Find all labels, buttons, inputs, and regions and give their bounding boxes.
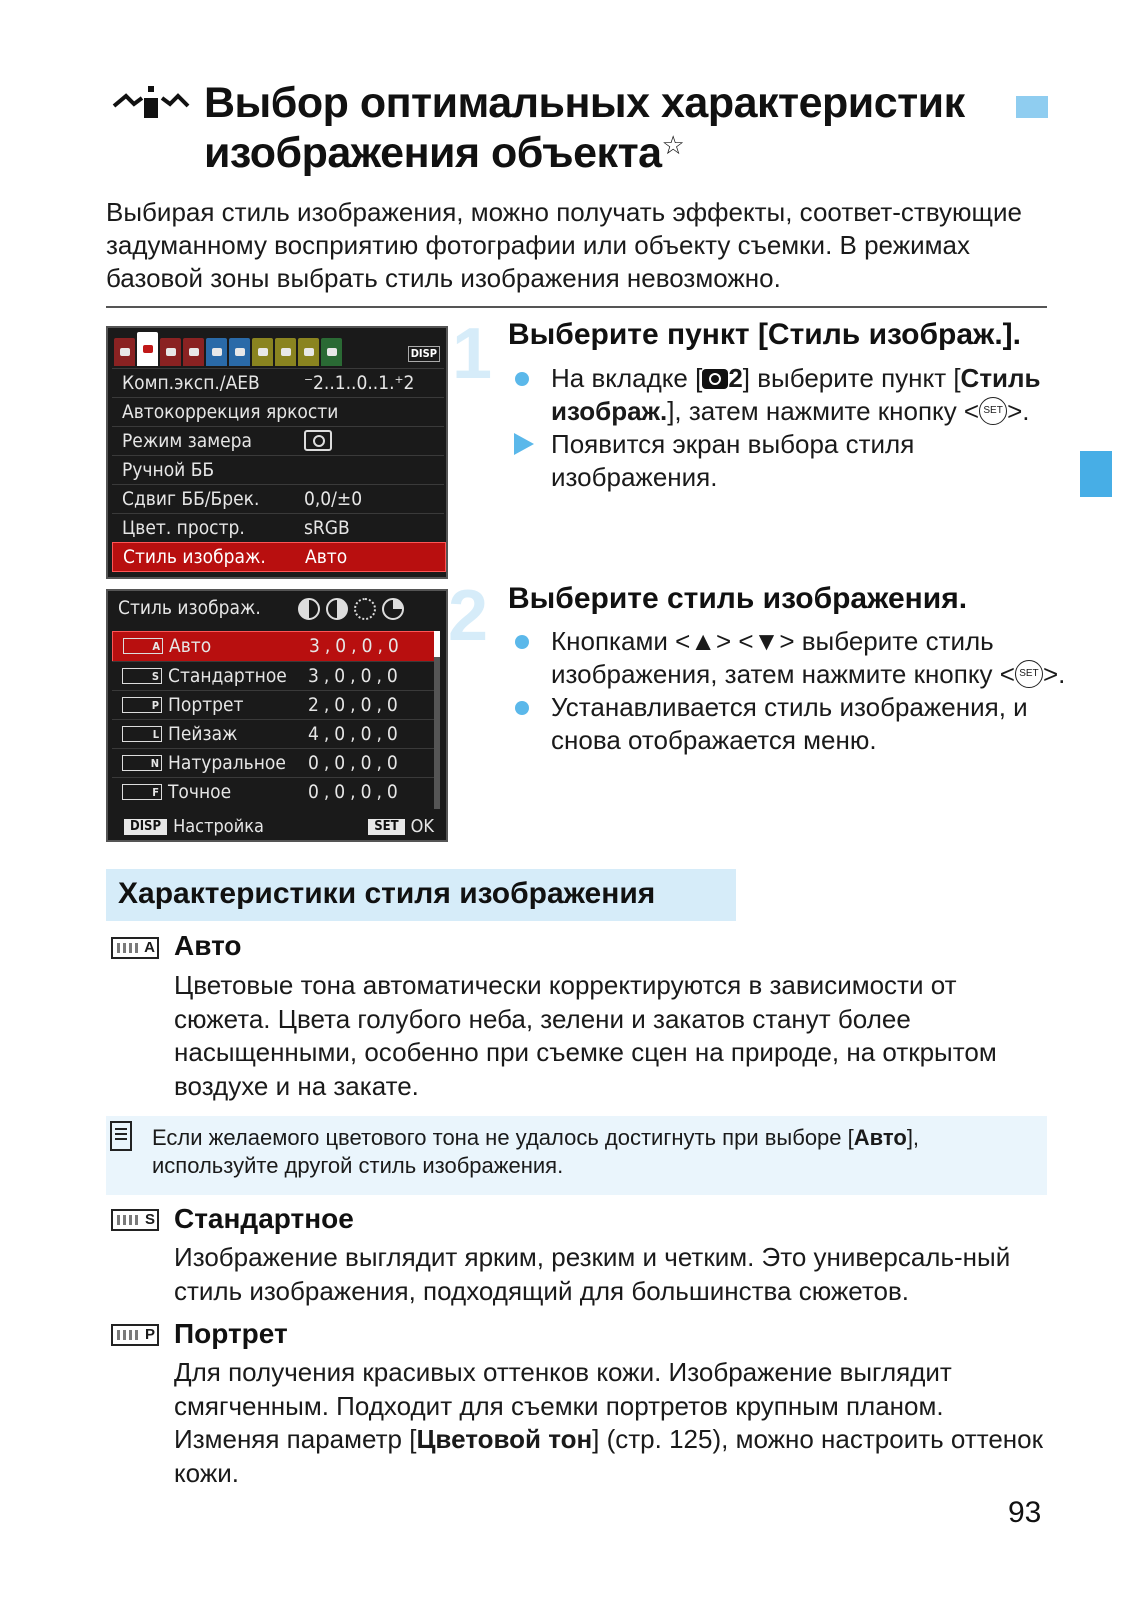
- disp-indicator: DISP: [408, 346, 440, 362]
- style-description-portrait: Для получения красивых оттенков кожи. Изображение выглядит смягченным. Подходит для съемки портретов крупным планом. Изменяя параметр [Цветовой тон] (стр. 125), можно настроить оттенок кожи.: [174, 1357, 1043, 1488]
- shooting-tab-4-icon: [183, 338, 204, 366]
- menu-row-label: Стиль изображ.: [123, 546, 266, 568]
- up-arrow-icon: ▲: [690, 626, 716, 656]
- shooting-tab-2-icon: [137, 332, 158, 366]
- metering-icon: [304, 427, 332, 456]
- menu-row-auto-lighting: [112, 397, 444, 426]
- picture-style-screen: [106, 589, 448, 842]
- saturation-icon: [354, 598, 376, 620]
- instruction-bullet: Кнопками <▲> <▼> выберите стиль изображения, затем нажмите кнопку < SET >.: [512, 625, 1072, 691]
- style-heading-standard: Стандартное: [174, 1203, 354, 1234]
- style-name: Точное: [168, 781, 232, 803]
- chapter-side-tab: [1080, 451, 1112, 497]
- style-row-auto: [112, 631, 438, 662]
- menu-tab-bar: [114, 332, 342, 366]
- menu-row-metering: [112, 426, 444, 455]
- picture-style-footer: [108, 814, 446, 840]
- setup-tab-1-icon: [252, 338, 273, 366]
- set-button-icon: SET: [1015, 660, 1043, 688]
- menu-row-color-space: [112, 513, 444, 542]
- style-values: 3,0,0,0: [309, 635, 404, 657]
- playback-tab-2-icon: [229, 338, 250, 366]
- step-instructions: [512, 362, 1072, 494]
- down-arrow-icon: ▼: [753, 626, 780, 656]
- setup-tab-3-icon: [298, 338, 319, 366]
- advanced-star-icon: ☆: [661, 130, 685, 160]
- style-code-icon: N: [122, 755, 162, 771]
- page-title: [204, 78, 1004, 178]
- style-name: Пейзаж: [168, 723, 238, 745]
- portrait-style-icon: P: [111, 1324, 159, 1346]
- menu-row-label: Комп.эксп./AEB: [122, 372, 260, 394]
- page-number: 93: [1008, 1496, 1042, 1529]
- result-bullet: Устанавливается стиль изображения, и снова отображается меню.: [512, 691, 1072, 757]
- style-row-neutral: [112, 748, 436, 778]
- style-heading-portrait: Портрет: [174, 1318, 288, 1349]
- step-title: Выберите стиль изображения.: [508, 582, 968, 615]
- instruction-bullet: На вкладке [ 2] выберите пункт [Стиль изображ.], затем нажмите кнопку < SET >.: [512, 362, 1072, 428]
- picture-style-screen-title: Стиль изображ.: [118, 597, 261, 619]
- menu-row-value: 0,0/±0: [304, 488, 363, 510]
- menu-row-label: Ручной ББ: [122, 459, 215, 481]
- title-line-2-text: изображения объекта: [204, 129, 662, 177]
- chapter-marker: [1016, 96, 1048, 118]
- menu-row-custom-wb: [112, 455, 444, 484]
- style-description-auto: Цветовые тона автоматически корректируются в зависимости от сюжета. Цвета голубого неба, зелени и закатов станут более насыщенными, особенно при съемке сцен на природе, на открытом воздухе и на закате.: [174, 970, 997, 1101]
- menu-row-label: Сдвиг ББ/Брек.: [122, 488, 260, 510]
- set-button-icon: SET: [979, 397, 1007, 425]
- style-row-portrait: [112, 690, 436, 720]
- step-number: 2: [448, 576, 489, 656]
- picture-style-icon: [112, 84, 192, 124]
- style-description-standard: Изображение выглядит ярким, резким и четким. Это универсаль-ный стиль изображения, подходящий для большинства сюжетов.: [174, 1242, 1011, 1306]
- note-icon: [110, 1121, 132, 1151]
- style-code-icon: F: [122, 784, 162, 800]
- standard-style-icon: S: [111, 1209, 159, 1231]
- menu-row-value: ⁻2..1..0..1.⁺2: [304, 372, 415, 394]
- shooting-tab-1-icon: [114, 338, 135, 366]
- footer-ok-label: OK: [410, 816, 434, 837]
- set-button-icon: SET: [368, 819, 404, 835]
- title-line-1: Выбор оптимальных характеристик: [204, 79, 965, 127]
- menu-row-value: sRGB: [304, 517, 350, 539]
- contrast-icon: [326, 598, 348, 620]
- camera-menu-screen: [106, 326, 448, 579]
- title-line-2: [204, 128, 1004, 178]
- step-instructions: [512, 625, 1072, 757]
- style-parameter-icons: [298, 598, 404, 620]
- footer-ok: [368, 814, 434, 840]
- intro-paragraph: Выбирая стиль изображения, можно получать эффекты, соответ-ствующие задуманному восприятию фотографии или объекту съемки. В режимах базовой зоны выбрать стиль изображения невозможно.: [106, 197, 1022, 293]
- section-title: Характеристики стиля изображения: [118, 877, 656, 910]
- menu-row-picture-style: [112, 542, 446, 572]
- style-code-icon: P: [122, 697, 162, 713]
- style-values: 0,0,0,0: [308, 752, 403, 774]
- camera-icon: [702, 369, 728, 389]
- style-row-landscape: [112, 719, 436, 749]
- menu-row-label: Цвет. простр.: [122, 517, 245, 539]
- playback-tab-1-icon: [206, 338, 227, 366]
- sharpness-icon: [298, 598, 320, 620]
- menu-row-label: Автокоррекция яркости: [122, 401, 339, 423]
- style-code-icon: A: [123, 638, 163, 654]
- shooting-tab-3-icon: [160, 338, 181, 366]
- note-text: Если желаемого цветового тона не удалось достигнуть при выборе [Авто], используйте другой стиль изображения.: [152, 1125, 920, 1178]
- style-code-icon: L: [122, 726, 162, 742]
- style-values: 2,0,0,0: [308, 694, 403, 716]
- style-heading-auto: Авто: [174, 930, 242, 961]
- style-row-standard: [112, 661, 436, 691]
- style-name: Портрет: [168, 694, 244, 716]
- style-code-icon: S: [122, 668, 162, 684]
- result-bullet: Появится экран выбора стиля изображения.: [512, 428, 1072, 494]
- divider: [106, 306, 1047, 308]
- style-name: Авто: [169, 635, 212, 657]
- style-row-faithful: [112, 777, 436, 807]
- footer-settings-label: Настройка: [173, 816, 264, 837]
- style-name: Натуральное: [168, 752, 286, 774]
- menu-row-value: Авто: [305, 546, 348, 568]
- setup-tab-2-icon: [275, 338, 296, 366]
- style-values: 4,0,0,0: [308, 723, 403, 745]
- color-tone-icon: [382, 598, 404, 620]
- my-menu-tab-icon: [321, 338, 342, 366]
- auto-style-icon: A: [111, 937, 159, 959]
- menu-row-exposure-comp: [112, 368, 444, 397]
- style-list-scrollbar: [434, 631, 440, 809]
- footer-settings: [124, 814, 264, 840]
- style-values: 3,0,0,0: [308, 665, 403, 687]
- menu-row-label: Режим замера: [122, 430, 252, 452]
- menu-row-wb-shift: [112, 484, 444, 513]
- style-name: Стандартное: [168, 665, 287, 687]
- style-values: 0,0,0,0: [308, 781, 403, 803]
- step-title: Выберите пункт [Стиль изображ.].: [508, 318, 1021, 351]
- step-number: 1: [452, 314, 493, 394]
- disp-button-icon: DISP: [124, 819, 167, 835]
